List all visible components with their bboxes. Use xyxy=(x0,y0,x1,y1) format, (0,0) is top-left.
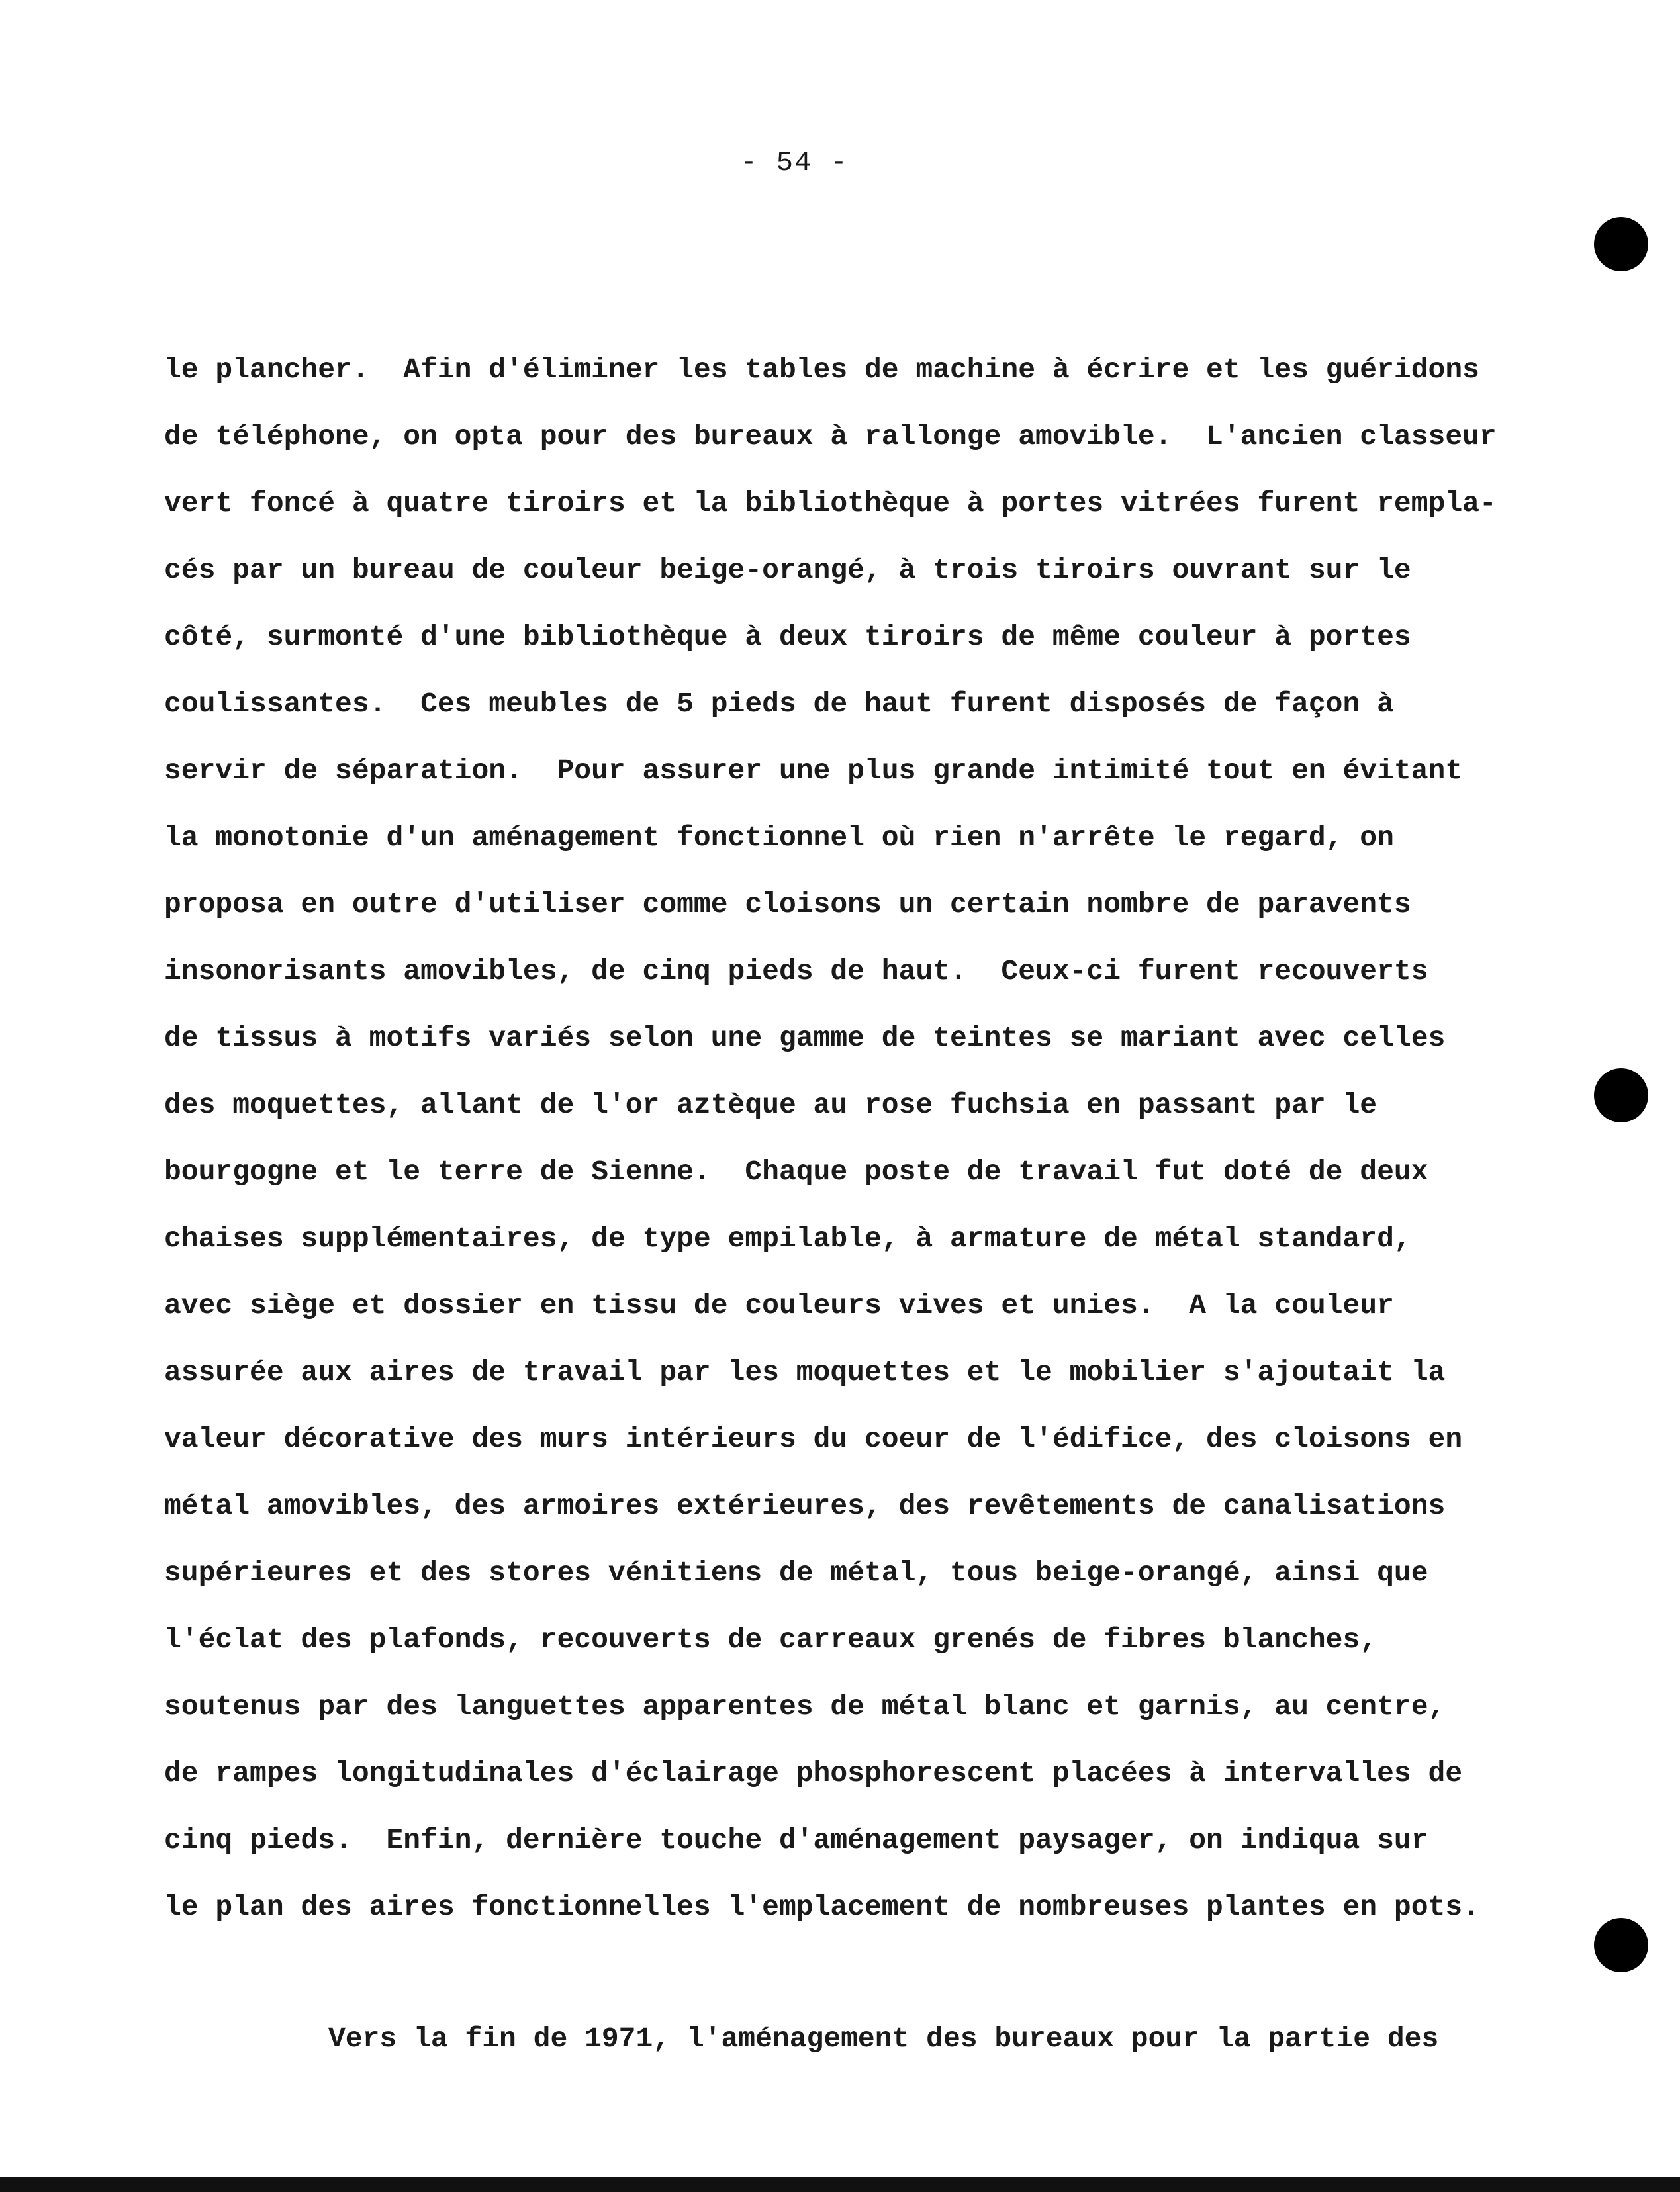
text-line: l'éclat des plafonds, recouverts de carreaux grenés de fibres blanches, xyxy=(164,1623,1377,1656)
paragraph-1 xyxy=(164,336,1581,1941)
page-number: - 54 - xyxy=(740,147,849,179)
paragraph-2 xyxy=(164,2005,1581,2072)
text-line: assurée aux aires de travail par les moquettes et le mobilier s'ajoutait la xyxy=(164,1356,1446,1389)
text-line: bourgogne et le terre de Sienne. Chaque poste de travail fut doté de deux xyxy=(164,1156,1428,1188)
text-line: le plan des aires fonctionnelles l'emplacement de nombreuses plantes en pots. xyxy=(164,1891,1479,1923)
text-line: chaises supplémentaires, de type empilable, à armature de métal standard, xyxy=(164,1222,1411,1255)
text-line: des moquettes, allant de l'or aztèque au rose fuchsia en passant par le xyxy=(164,1089,1377,1121)
text-line: avec siège et dossier en tissu de couleurs vives et unies. A la couleur xyxy=(164,1289,1394,1322)
text-line: soutenus par des languettes apparentes de métal blanc et garnis, au centre, xyxy=(164,1690,1446,1723)
text-line: valeur décorative des murs intérieurs du coeur de l'édifice, des cloisons en xyxy=(164,1423,1463,1455)
bottom-edge-band xyxy=(0,2177,1680,2192)
punch-hole-middle xyxy=(1594,1068,1648,1122)
punch-hole-top xyxy=(1594,217,1648,271)
text-line: cés par un bureau de couleur beige-orangé, à trois tiroirs ouvrant sur le xyxy=(164,554,1411,586)
text-line: côté, surmonté d'une bibliothèque à deux tiroirs de même couleur à portes xyxy=(164,621,1411,653)
text-line: proposa en outre d'utiliser comme cloisons un certain nombre de paravents xyxy=(164,888,1411,921)
text-line: Vers la fin de 1971, l'aménagement des bureaux pour la partie des xyxy=(328,2023,1439,2055)
punch-hole-bottom xyxy=(1594,1918,1648,1972)
text-line: de rampes longitudinales d'éclairage phosphorescent placées à intervalles de xyxy=(164,1757,1463,1790)
text-line: de tissus à motifs variés selon une gamme de teintes se mariant avec celles xyxy=(164,1022,1446,1054)
text-line: cinq pieds. Enfin, dernière touche d'aménagement paysager, on indiqua sur xyxy=(164,1824,1428,1856)
text-line: métal amovibles, des armoires extérieures, des revêtements de canalisations xyxy=(164,1490,1446,1522)
text-line: servir de séparation. Pour assurer une plus grande intimité tout en évitant xyxy=(164,754,1463,787)
text-line: insonorisants amovibles, de cinq pieds de haut. Ceux-ci furent recouverts xyxy=(164,955,1428,987)
text-line: vert foncé à quatre tiroirs et la bibliothèque à portes vitrées furent rempla- xyxy=(164,487,1497,520)
text-line: la monotonie d'un aménagement fonctionnel où rien n'arrête le regard, on xyxy=(164,821,1394,854)
text-line: supérieures et des stores vénitiens de métal, tous beige-orangé, ainsi que xyxy=(164,1557,1428,1589)
text-line: coulissantes. Ces meubles de 5 pieds de haut furent disposés de façon à xyxy=(164,688,1394,720)
text-line: le plancher. Afin d'éliminer les tables de machine à écrire et les guéridons xyxy=(164,353,1479,386)
text-line: de téléphone, on opta pour des bureaux à rallonge amovible. L'ancien classeur xyxy=(164,420,1497,453)
